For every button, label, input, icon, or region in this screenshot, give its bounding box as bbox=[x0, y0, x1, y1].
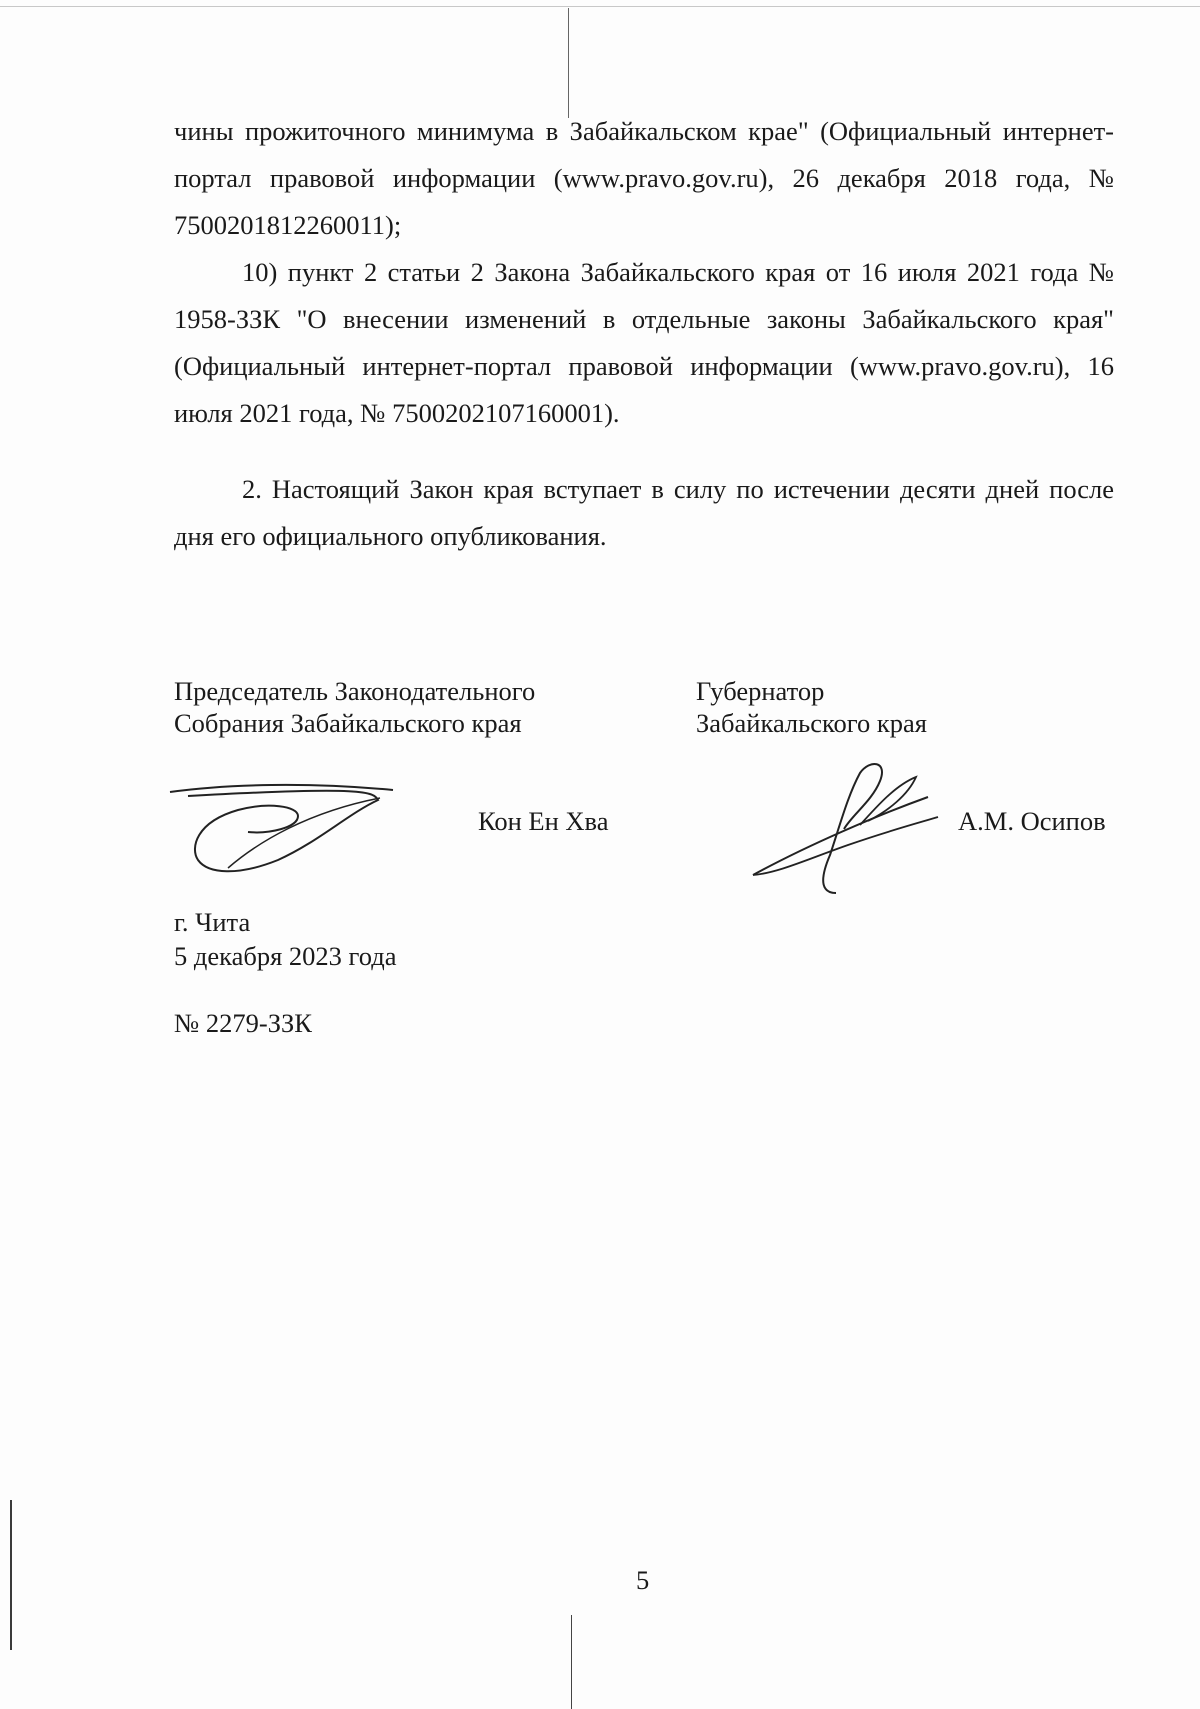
paragraph-continuation-text: чины прожиточного минимума в Забайкальском крае" (Официальный интернет-портал правовой информации (www.pravo.gov.ru), 26 декабря 2018 года, № 7500201812260011); bbox=[174, 116, 1114, 240]
signing-place: г. Чита bbox=[174, 907, 251, 937]
scan-top-border bbox=[0, 6, 1200, 7]
left-signatory-title bbox=[174, 675, 535, 739]
right-signatory-title-line-1: Губернатор bbox=[696, 676, 825, 706]
right-signatory-name: А.М. Осипов bbox=[958, 806, 1106, 836]
paragraph-clause-2-text: 2. Настоящий Закон края вступает в силу по истечении десяти дней после дня его официального опубликования. bbox=[174, 474, 1114, 551]
paragraph-clause-2 bbox=[174, 466, 1114, 560]
paragraph-item-10 bbox=[174, 249, 1114, 437]
page-number: 5 bbox=[636, 1565, 650, 1595]
signing-date: 5 декабря 2023 года bbox=[174, 941, 397, 971]
right-signatory-title-line-2: Забайкальского края bbox=[696, 708, 927, 738]
scan-fold-mark-top bbox=[568, 8, 569, 118]
left-signatory-name: Кон Ен Хва bbox=[478, 806, 609, 836]
left-handwritten-signature bbox=[168, 772, 398, 882]
paragraph-item-10-text: 10) пункт 2 статьи 2 Закона Забайкальского края от 16 июля 2021 года № 1958-ЗЗК "О внесении изменений в отдельные законы Забайкальского края" (Официальный интернет-портал правовой информации (www.pravo.gov.ru), 16 июля 2021 года, № 7500202107160001). bbox=[174, 257, 1114, 428]
left-signatory-title-line-1: Председатель Законодательного bbox=[174, 676, 536, 706]
scan-left-edge bbox=[10, 1500, 12, 1650]
paragraph-continuation bbox=[174, 108, 1114, 249]
scan-fold-mark-bottom bbox=[571, 1615, 572, 1709]
right-signatory-title bbox=[696, 675, 927, 739]
left-signatory-title-line-2: Собрания Забайкальского края bbox=[174, 708, 522, 738]
right-handwritten-signature bbox=[748, 755, 948, 900]
law-number: № 2279-ЗЗК bbox=[174, 1008, 312, 1038]
